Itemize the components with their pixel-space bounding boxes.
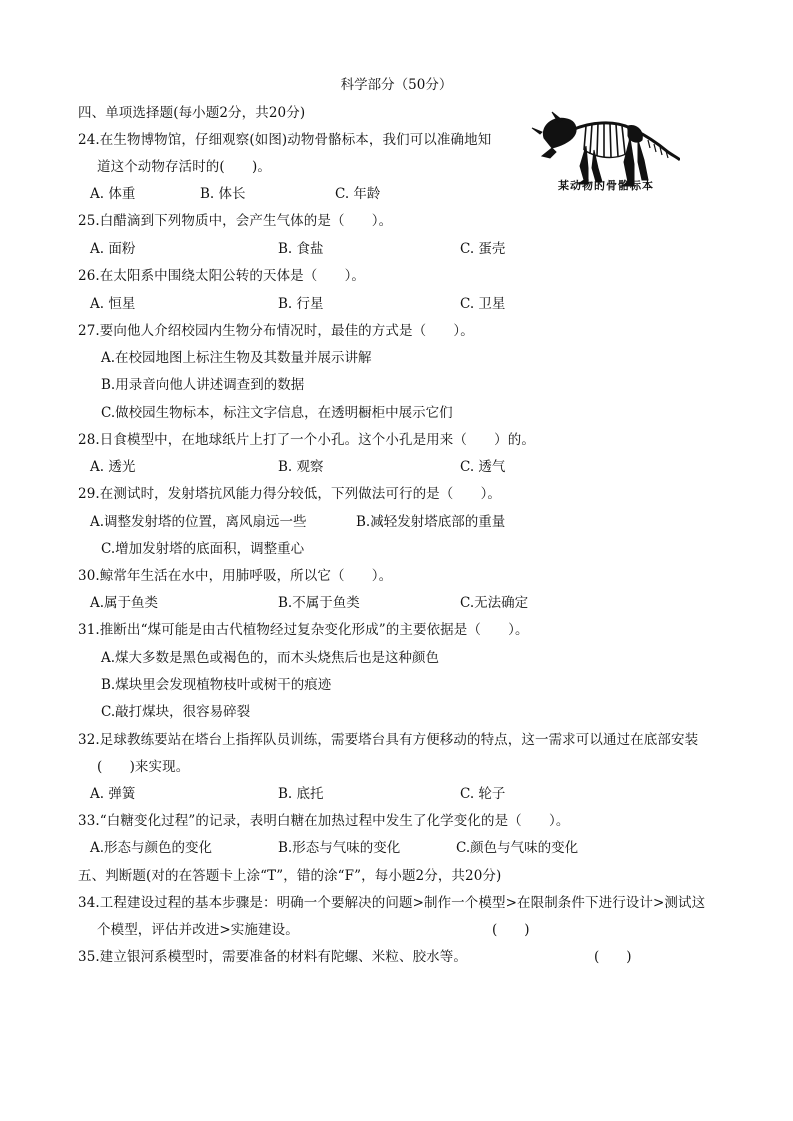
question-30-option-b: B.不属于鱼类	[278, 595, 360, 611]
question-25-option-b: B. 食盐	[278, 241, 324, 257]
question-26-stem: 26.在太阳系中围绕太阳公转的天体是（ ）。	[78, 268, 366, 284]
question-31-option-c: C.敲打煤块，很容易碎裂	[101, 704, 251, 720]
question-28-stem: 28.日食模型中，在地球纸片上打了一个小孔。这个小孔是用来（ ）的。	[78, 432, 535, 448]
question-34-answer-blank: ( )	[492, 922, 530, 938]
question-30-option-c: C.无法确定	[460, 595, 529, 611]
question-27-stem: 27.要向他人介绍校园内生物分布情况时，最佳的方式是（ ）。	[78, 323, 474, 339]
question-35-answer-blank: ( )	[594, 949, 632, 965]
question-30-option-a: A.属于鱼类	[90, 595, 159, 611]
question-28-option-b: B. 观察	[278, 459, 324, 475]
question-35-stem: 35.建立银河系模型时，需要准备的材料有陀螺、米粒、胶水等。	[78, 949, 467, 965]
question-30-stem: 30.鲸常年生活在水中，用肺呼吸，所以它（ ）。	[78, 568, 393, 584]
question-26-option-a: A. 恒星	[90, 296, 136, 312]
question-32-option-a: A. 弹簧	[90, 786, 136, 802]
question-28-option-c: C. 透气	[460, 459, 506, 475]
question-34-stem-line1: 34.工程建设过程的基本步骤是：明确一个要解决的问题>制作一个模型>在限制条件下进行设计>测试这	[78, 895, 706, 911]
question-31-option-a: A.煤大多数是黑色或褐色的，而木头烧焦后也是这种颜色	[101, 650, 440, 666]
question-27-option-b: B.用录音向他人讲述调查到的数据	[101, 377, 305, 393]
question-32-option-c: C. 轮子	[460, 786, 506, 802]
question-24-option-c: C. 年龄	[335, 186, 381, 202]
question-27-option-a: A.在校园地图上标注生物及其数量并展示讲解	[101, 350, 372, 366]
question-29-option-c: C.增加发射塔的底面积，调整重心	[101, 541, 305, 557]
question-25-stem: 25.白醋滴到下列物质中，会产生气体的是（ ）。	[78, 213, 393, 229]
section-heading-judgement: 五、判断题(对的在答题卡上涂“T”，错的涂“F”，每小题2分，共20分)	[78, 868, 502, 884]
question-26-option-c: C. 卫星	[460, 296, 506, 312]
question-24-stem-line1: 24.在生物博物馆，仔细观察(如图)动物骨骼标本，我们可以准确地知	[78, 132, 492, 148]
question-24-stem-line2: 道这个动物存活时的( )。	[97, 159, 271, 175]
question-25-option-c: C. 蛋壳	[460, 241, 506, 257]
question-24-option-b: B. 体长	[200, 186, 246, 202]
question-29-option-b: B.减轻发射塔底部的重量	[356, 514, 506, 530]
question-26-option-b: B. 行星	[278, 296, 324, 312]
question-28-option-a: A. 透光	[90, 459, 136, 475]
question-31-stem: 31.推断出“煤可能是由古代植物经过复杂变化形成”的主要依据是（ ）。	[78, 622, 529, 638]
question-34-stem-line2: 个模型，评估并改进>实施建设。	[97, 922, 299, 938]
question-33-option-c: C.颜色与气味的变化	[456, 840, 579, 856]
question-27-option-c: C.做校园生物标本，标注文字信息，在透明橱柜中展示它们	[101, 405, 453, 421]
question-24-option-a: A. 体重	[90, 186, 136, 202]
question-32-option-b: B. 底托	[278, 786, 324, 802]
question-32-stem-line1: 32.足球教练要站在塔台上指挥队员训练，需要塔台具有方便移动的特点，这一需求可以通过在底部安装	[78, 732, 699, 748]
section-heading-choice: 四、单项选择题(每小题2分，共20分)	[78, 105, 306, 121]
question-29-option-a: A.调整发射塔的位置，离风扇远一些	[90, 514, 307, 530]
question-33-option-b: B.形态与气味的变化	[278, 840, 401, 856]
question-31-option-b: B.煤块里会发现植物枝叶或树干的痕迹	[101, 677, 332, 693]
question-33-option-a: A.形态与颜色的变化	[90, 840, 213, 856]
page-title: 科学部分（50分）	[340, 77, 453, 93]
question-32-stem-line2: ( )来实现。	[97, 759, 190, 775]
question-33-stem: 33.“白糖变化过程”的记录，表明白糖在加热过程中发生了化学变化的是（ ）。	[78, 813, 570, 829]
question-25-option-a: A. 面粉	[90, 241, 136, 257]
question-29-stem: 29.在测试时，发射塔抗风能力得分较低，下列做法可行的是（ ）。	[78, 486, 502, 502]
figure-caption: 某动物的骨骼标本	[558, 179, 654, 192]
